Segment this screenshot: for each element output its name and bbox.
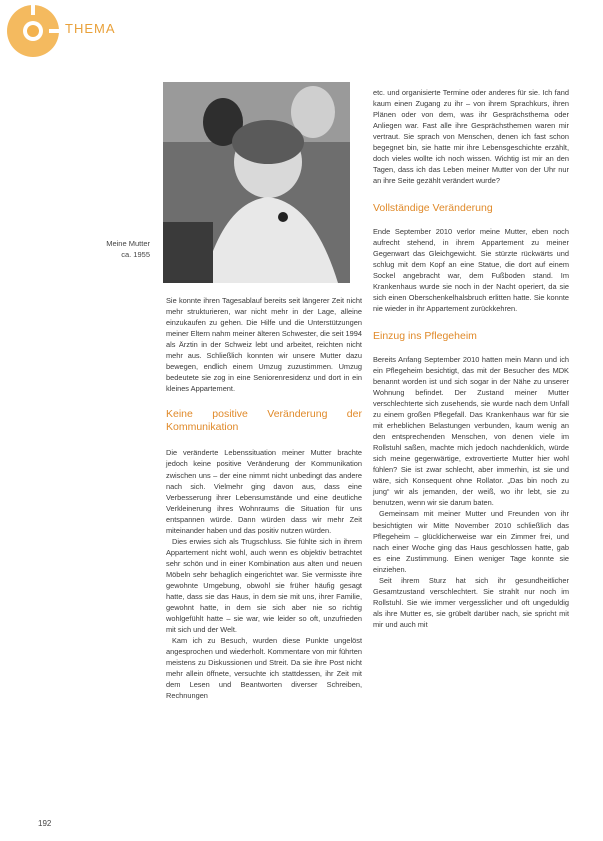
section-heading: Keine positive Veränderung der Kommunikation	[166, 408, 362, 433]
paragraph: etc. und organisierte Termine oder anderes für sie. Ich fand kaum einen Zugang zu ihr – von ihrem Sprachkurs, ihren Plänen oder von dem, was ihr Gesprächsthema oder Anliegen war. Fast alle ihre Gesprächsthemen waren mir vertraut. Sie sprach von Menschen, denen ich fast schon begegnet bin, sie hatte mir ihre Lebensgeschichte erzählt, doch vieles wollte ich noch wissen. Wichtig ist mir an den Tagen, dass ich das Leben meiner Mutter von der Uhr nur an ihre Seite gezählt verändert wurde?	[373, 88, 569, 186]
paragraph: Die veränderte Lebenssituation meiner Mutter brachte jedoch keine positive Veränderung der Kommunikation zwischen uns – der eine nimmt nicht unbedingt das andere nach sich. Vielmehr ging davon aus, dass eine Verbesserung ihrer Lebensumstände und eine deutliche Verkleinerung ihres Wohnraums die Situation für uns entspannen würde. Dann würden dass wir mehr Zeit miteinander haben und das positiv nutzen würden.	[166, 448, 362, 535]
page-number: 192	[38, 819, 52, 828]
caption-line-2: ca. 1955	[121, 250, 150, 259]
right-column	[373, 87, 569, 630]
paragraph: Sie konnte ihren Tagesablauf bereits seit längerer Zeit nicht mehr strukturieren, war nicht mehr in der Lage, alleine einzukaufen zu gehen. Die Hilfe und die Unterstützungen meiner Eltern nahm meiner älteren Schwester, die seit 1994 als Ärztin in der Schweiz lebt und arbeitet, reichten nicht mehr aus. Schließlich konnten wir unsere Mutter dazu bewegen, endlich einem Umzug zuzustimmen. Umzug bedeutete sie zog in eine Seniorenresidenz und dort in ein kleines Appartement.	[166, 296, 362, 394]
section-heading: Einzug ins Pflegeheim	[373, 330, 477, 343]
magazine-logo	[4, 2, 62, 60]
paragraph: Kam ich zu Besuch, wurden diese Punkte ungelöst angesprochen und wiederholt. Kommentare von mir führten meistens zu Diskussionen und Streit. Da sie ihre Post nicht mehr allein öffnete, versuchte ich stattdessen, ihr Zeit mit dem Lesen und Beantworten diverser Schreiben, Rechnungen	[166, 636, 362, 701]
photo-caption	[90, 238, 150, 260]
left-column	[166, 295, 362, 702]
section-heading: Vollständige Veränderung	[373, 202, 493, 215]
paragraph: Bereits Anfang September 2010 hatten mein Mann und ich ein Pflegeheim besichtigt, das mit der Besucher des MDK benannt worden ist und sich sogar in der Nähe zu unserer Wohnung befindet. Der Zustand meiner Mutter verschlechterte sich zusehends, sie wurde nach dem Unfall zu einem großen Pflegefall. Das Krankenhaus war für sie mit erheblichen Belastungen verbunden, kaum wenig an den entsprechenden Menschen, von denen viele im Rollstuhl saßen, machte mich jedoch nachdenklich, würde sich meine gegenwärtige, extrovertierte Mutter hier wohl fühlen? Sie ist zwar schlecht, aber immerhin, ist sie und wäre, sich Konsequent ohne Rollator. „Das bin noch zu jung“ wir als jemanden, der weiß, wo ihr lebt, sie zu benutzen, wenn wir sie darum baten.	[373, 354, 569, 508]
section-kicker: THEMA	[65, 21, 116, 36]
paragraph: Seit ihrem Sturz hat sich ihr gesundheitlicher Gesamtzustand verschlechtert. Sie strahlt nur noch im Rollstuhl. Sie wie immer vergesslicher und oft ungeduldig als ihre Mutter es, sie grübelt darüber nach, sie spricht mit mir und auch mit	[373, 575, 569, 629]
paragraph: Gemeinsam mit meiner Mutter und Freunden von ihr besichtigten wir Mitte November 2010 schließlich das Pflegeheim – glücklicherweise war ein Zimmer frei, und nach einer Woche ging das Haus geschlossen hatte, gab es eine Zustimmung. Einen weniger Tage konnte sie einziehen.	[373, 509, 569, 574]
paragraph: Dies erwies sich als Trugschluss. Sie fühlte sich in ihrem Appartement nicht wohl, auch wenn es objektiv betrachtet sehr schön und in einer Kombination aus alten und neuen Möbeln sehr behaglich eingerichtet war. Sie vermisste ihre gewohnte Umgebung, obwohl sie früher häufig gesagt hatte, dass sie das Haus, in dem sie mit uns, ihrer Familie, gewohnt hatte, in dem sie sich aber nie so richtig wohlgefühlt hatte – sie war, wie leider so oft, unzufrieden mit sich und der Welt.	[166, 536, 362, 635]
paragraph: Ende September 2010 verlor meine Mutter, eben noch aufrecht stehend, in ihrem Appartement zu meiner Gegenwart das Gleichgewicht. Sie stürzte rückwärts und schlug mit dem Kopf an eine Statue, die dort auf einem Sockel angebracht war, dem Fußboden stand. Im Krankenhaus wurde sie noch in der Nacht operiert, da sie sich einen Oberschenkelhalsbruch erlitten hatte. Sie konnte nie wieder in ihr Appartement zurückkehren.	[373, 226, 569, 314]
caption-line-1: Meine Mutter	[106, 239, 150, 248]
portrait-photo	[163, 82, 350, 283]
